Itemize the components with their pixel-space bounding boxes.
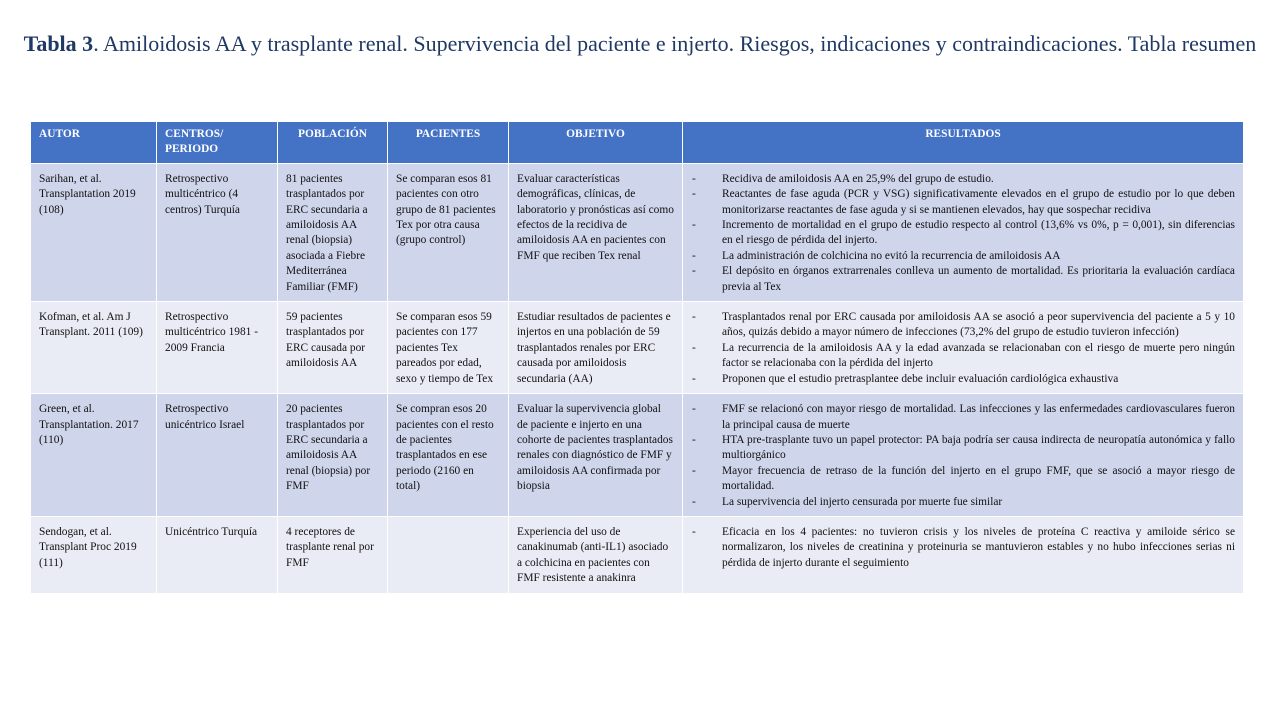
header-resultados: RESULTADOS: [683, 122, 1244, 164]
cell-autor: Green, et al. Transplantation. 2017 (110): [31, 394, 157, 517]
result-item: - El depósito en órganos extrarrenales conlleva un aumento de mortalidad. Es prioritaria la evaluación cardíaca previa al Tex: [692, 265, 1235, 293]
cell-centros: Unicéntrico Turquía: [157, 516, 278, 593]
cell-resultados: [683, 394, 1244, 517]
header-autor: AUTOR: [31, 122, 157, 164]
cell-objetivo: Estudiar resultados de pacientes e injertos en una población de 59 trasplantados renales por ERC causada por amiloidosis secundaria (AA): [509, 302, 683, 394]
cell-objetivo: Evaluar la supervivencia global de paciente e injerto en una cohorte de pacientes trasplantados renales con diagnóstico de FMF y amiloidosis AA confirmada por biopsia: [509, 394, 683, 517]
results-list: [691, 402, 1235, 510]
summary-table: [30, 121, 1244, 594]
cell-resultados: [683, 163, 1244, 301]
result-item: - Recidiva de amiloidosis AA en 25,9% del grupo de estudio.: [692, 172, 994, 185]
title-bold: Tabla 3: [23, 31, 94, 56]
result-item: - HTA pre-trasplante tuvo un papel protector: PA baja podría ser causa indirecta de neuropatía autonómica y fallo multiorgánico: [692, 433, 1235, 462]
result-item: - FMF se relacionó con mayor riesgo de mortalidad. Las infecciones y las enfermedades cardiovasculares fueron la principal causa de muerte: [692, 403, 1235, 431]
results-list: [691, 310, 1235, 387]
cell-objetivo: Evaluar características demográficas, clínicas, de laboratorio y pronósticas así como efectos de la recidiva de amiloidosis AA en pacientes con FMF que reciben Tex renal: [509, 163, 683, 301]
result-item: - La administración de colchicina no evitó la recurrencia de amiloidosis AA: [692, 249, 1061, 262]
result-item: - Proponen que el estudio pretrasplantee debe incluir evaluación cardiológica exhaustiva: [692, 372, 1119, 385]
results-list: [691, 525, 1235, 571]
cell-poblacion: 81 pacientes trasplantados por ERC secundaria a amiloidosis AA renal (biopsia) asociada a Fiebre Mediterránea Familiar (FMF): [278, 163, 388, 301]
cell-centros: Retrospectivo multicéntrico (4 centros) Turquía: [157, 163, 278, 301]
cell-autor: Sendogan, et al. Transplant Proc 2019 (111): [31, 516, 157, 593]
result-item: - Incremento de mortalidad en el grupo de estudio respecto al control (13,6% vs 0%, p = 0,001), sin diferencias en el riesgo de pérdida del injerto.: [692, 219, 1235, 247]
cell-autor: Sarihan, et al. Transplantation 2019 (108): [31, 163, 157, 301]
cell-autor: Kofman, et al. Am J Transplant. 2011 (109): [31, 302, 157, 394]
cell-centros: Retrospectivo multicéntrico 1981 - 2009 Francia: [157, 302, 278, 394]
cell-pacientes: [388, 516, 509, 593]
header-objetivo: OBJETIVO: [509, 122, 683, 164]
table-row: [31, 302, 1244, 394]
cell-objetivo: Experiencia del uso de canakinumab (anti-IL1) asociado a colchicina en pacientes con FMF resistente a anakinra: [509, 516, 683, 593]
title-text: . Amiloidosis AA y trasplante renal. Supervivencia del paciente e injerto. Riesgos, indicaciones y contraindicaciones. Tabla resumen: [93, 31, 1257, 56]
cell-centros: Retrospectivo unicéntrico Israel: [157, 394, 278, 517]
results-list: [691, 172, 1235, 295]
cell-resultados: [683, 516, 1244, 593]
result-item: - Reactantes de fase aguda (PCR y VSG) significativamente elevados en el grupo de estudio por lo que deben monitorizarse reactantes de fase aguda y si se mantienen elevados, hay que sospechar recidiva: [692, 188, 1235, 216]
header-centros: CENTROS/ PERIODO: [157, 122, 278, 164]
cell-pacientes: Se compran esos 20 pacientes con el resto de pacientes trasplantados en ese periodo (2160 en total): [388, 394, 509, 517]
header-poblacion: POBLACIÓN: [278, 122, 388, 164]
cell-resultados: [683, 302, 1244, 394]
result-item: - La supervivencia del injerto censurada por muerte fue similar: [692, 495, 1003, 508]
table-header-row: [31, 122, 1244, 164]
result-item: - Eficacia en los 4 pacientes: no tuvieron crisis y los niveles de proteína C reactiva y amiloide sérico se normalizaron, los niveles de creatinina y proteinuria se mantuvieron estables y no hubo infecciones serias ni pérdida de injerto durante el seguimiento: [692, 525, 1235, 569]
table-row: [31, 394, 1244, 517]
cell-poblacion: 20 pacientes trasplantados por ERC secundaria a amiloidosis AA renal (biopsia) por FMF: [278, 394, 388, 517]
cell-poblacion: 59 pacientes trasplantados por ERC causada por amiloidosis AA: [278, 302, 388, 394]
table-row: [31, 163, 1244, 301]
cell-pacientes: Se comparan esos 59 pacientes con 177 pacientes Tex pareados por edad, sexo y tiempo de Tex: [388, 302, 509, 394]
table-row: [31, 516, 1244, 593]
result-item: - Trasplantados renal por ERC causada por amiloidosis AA se asoció a peor supervivencia del paciente a 5 y 10 años, quizás debido a mayor número de infecciones (73,2% del grupo de estudio tuvieron infección): [692, 311, 1235, 339]
cell-poblacion: 4 receptores de trasplante renal por FMF: [278, 516, 388, 593]
cell-pacientes: Se comparan esos 81 pacientes con otro grupo de 81 pacientes Tex por otra causa (grupo control): [388, 163, 509, 301]
page-title: [0, 30, 1280, 58]
result-item: - La recurrencia de la amiloidosis AA y la edad avanzada se relacionaban con el riesgo de muerte pero ningún factor se relacionaba con la pérdida del injerto: [692, 341, 1235, 370]
result-item: - Mayor frecuencia de retraso de la función del injerto en el grupo FMF, que se asoció a mayor riesgo de mortalidad.: [692, 464, 1235, 493]
header-pacientes: PACIENTES: [388, 122, 509, 164]
